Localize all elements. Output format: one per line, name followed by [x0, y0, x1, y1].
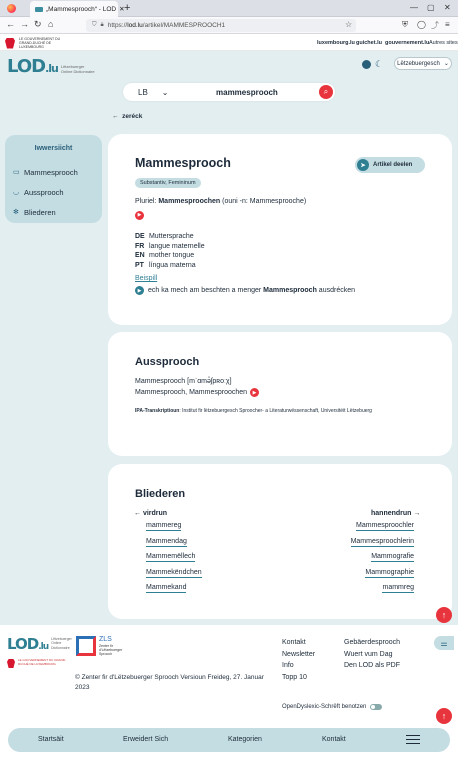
sidebar-item-label: Mammesprooch — [24, 167, 78, 177]
list-item[interactable]: Mammesproochler — [356, 522, 414, 529]
government-name: LE GOUVERNEMENT DU GRAND-DUCHÉ DE LUXEMBOURG — [18, 658, 66, 666]
chevron-down-icon: ⌄ — [443, 61, 449, 67]
sidebar-title: Iwwersiicht — [34, 145, 73, 152]
list-item[interactable]: Mammografie — [371, 553, 414, 560]
footer-link-info[interactable]: Info — [282, 662, 294, 669]
plural-line: Pluriel: Mammesproochen (ouni -n: Mammesprooche) — [135, 198, 307, 205]
pronunciation-audio-icon[interactable]: ▶ — [250, 388, 259, 397]
sidebar-item-bliederen[interactable] — [13, 202, 102, 222]
scroll-to-top-button[interactable] — [436, 708, 452, 724]
sidebar-item-label: Bliederen — [24, 207, 56, 217]
list-item[interactable]: Mammesproochlerin — [350, 537, 414, 545]
play-icon: ▶ — [135, 211, 144, 220]
search-button[interactable] — [319, 85, 333, 99]
plural-audio-button[interactable] — [135, 209, 144, 220]
arrow-left-icon: ← — [112, 113, 119, 120]
gov-link-luxembourg[interactable]: luxembourg.lu — [317, 40, 355, 46]
example-audio-icon[interactable]: ▶ — [135, 286, 144, 295]
footer-link-newsletter[interactable]: Newsletter — [282, 650, 316, 658]
reload-icon[interactable]: ↻ — [34, 19, 42, 29]
extensions-icon[interactable]: ⤴ — [431, 21, 439, 30]
share-article-button[interactable] — [355, 157, 425, 173]
url-field[interactable] — [86, 19, 356, 32]
lock-icon: 🔒︎ — [100, 22, 104, 28]
translation-pt: PT língua materna — [135, 262, 196, 270]
arrow-up-icon: ↑ — [441, 610, 447, 620]
logo-subtitle: Lëtzebuerger Online Dictionnaire — [51, 636, 72, 650]
search-language-select[interactable] — [138, 88, 198, 97]
lod-logo[interactable] — [7, 56, 95, 77]
list-item[interactable]: Mammographie — [365, 568, 414, 576]
search-language-value: LB — [138, 87, 148, 97]
nav-erweidert-sich[interactable]: Erweidert Sich — [123, 736, 169, 743]
maximize-icon[interactable]: ▢ — [427, 3, 435, 12]
sidebar-item-label: Aussprooch — [24, 187, 64, 197]
bookmark-star-icon[interactable]: ☆ — [345, 20, 353, 29]
lips-icon: ◡ — [13, 189, 20, 196]
previous-label: ← virdrun — [134, 510, 168, 517]
lion-crest-icon — [5, 38, 15, 49]
zls-mark-icon — [76, 636, 96, 656]
zls-logo[interactable] — [76, 636, 129, 656]
arrow-right-icon: → — [413, 510, 421, 517]
share-label: Artikel deelen — [373, 162, 413, 168]
forms-line: Mammesprooch, Mammesproochen ▶ — [135, 388, 259, 397]
government-logo[interactable] — [5, 37, 74, 49]
translations-list — [135, 232, 205, 271]
list-item[interactable]: Mammemëllech — [146, 553, 196, 560]
footer-link-topp10[interactable]: Topp 10 — [282, 673, 307, 681]
back-label: zeréck — [122, 113, 143, 120]
footer-gov-logo[interactable] — [7, 659, 70, 668]
logo-text: LOD.lu — [7, 56, 58, 77]
chevron-down-icon: ⌄ — [161, 87, 169, 97]
logo-subtitle: Lëtzebuerger Online Dictionnaire — [60, 64, 95, 74]
settings-tab-button[interactable] — [434, 636, 454, 650]
tab-close-icon[interactable]: ✕ — [119, 6, 125, 13]
nav-startsait[interactable]: Startsäit — [38, 736, 64, 743]
dyslexic-font-toggle[interactable] — [282, 704, 382, 710]
translation-fr: FR langue maternelle — [135, 242, 205, 250]
browse-icon: ✻ — [13, 209, 19, 216]
next-list — [330, 522, 414, 593]
shield-icon: ⛉ — [92, 22, 97, 28]
tab-title: „Mammesprooch“ - LOD — [46, 5, 117, 13]
sidebar-item-mammesprooch[interactable] — [13, 162, 102, 182]
hamburger-menu-icon[interactable] — [406, 735, 420, 744]
nav-kategorien[interactable]: Kategorien — [228, 736, 262, 743]
pronunciation-title: Aussprooch — [135, 356, 200, 368]
back-arrow-icon[interactable]: ← — [6, 19, 15, 29]
language-select[interactable] — [394, 57, 452, 70]
list-item[interactable]: Mammendag — [146, 537, 187, 545]
account-icon[interactable]: ◯ — [417, 20, 426, 29]
share-icon: ➤ — [357, 159, 369, 171]
browse-title: Bliederen — [135, 488, 186, 500]
lion-crest-icon — [7, 659, 15, 668]
example-label[interactable]: Beispill — [135, 275, 158, 282]
url-text: https://lod.lu/artikel/MAMMESPROOCH1 — [107, 22, 226, 29]
tab-favicon-icon — [35, 7, 43, 12]
new-tab-icon[interactable]: + — [124, 2, 131, 14]
entry-headword: Mammesprooch — [135, 156, 231, 170]
browser-tab[interactable] — [30, 1, 125, 17]
footer-link-kontakt[interactable]: Kontakt — [282, 639, 306, 646]
sliders-icon: ⚌ — [440, 638, 448, 648]
minimize-icon[interactable]: — — [410, 3, 418, 12]
list-item[interactable]: mammreg — [382, 584, 414, 591]
gov-link-autres[interactable]: Autres sites — [429, 40, 458, 46]
search-icon: ⌕ — [323, 87, 329, 96]
zls-text: ZLS Zenter fir d'Lëtzebuerger Sprooch — [99, 636, 123, 656]
bottom-navigation — [8, 728, 450, 752]
translation-en: EN mother tongue — [135, 252, 195, 260]
translation-de: DE Muttersprache — [135, 233, 194, 240]
search-bar[interactable] — [123, 83, 335, 101]
part-of-speech-badge: Substantiv, Femininum — [135, 178, 201, 188]
moon-icon[interactable]: ☾ — [375, 59, 384, 69]
ipa-line: Mammesprooch [mˈɑmə̆ʃpʀoːχ] — [135, 378, 232, 385]
previous-list — [146, 522, 202, 593]
gov-link-gouvernement[interactable]: gouvernement.lu — [385, 40, 430, 46]
search-input[interactable]: mammesprooch — [216, 87, 278, 97]
dyslexic-label: OpenDyslexic-Schrëft benotzen — [282, 704, 367, 710]
arrow-left-icon: ← — [134, 510, 141, 517]
copyright-text: © Zenter fir d'Lëtzebuerger Sprooch Versioun Freideg, 27. Januar 2023 — [75, 674, 264, 691]
close-window-icon[interactable]: ✕ — [444, 3, 451, 12]
footer-links-col1 — [282, 639, 315, 681]
firefox-icon[interactable] — [7, 4, 16, 13]
footer-link-wuert-vum-dag[interactable]: Wuert vum Dag — [344, 650, 393, 658]
back-link[interactable] — [112, 113, 142, 120]
theme-toggle[interactable] — [362, 59, 383, 70]
example-line: ▶ ech ka mech am beschten a menger Mammesprooch ausdrécken — [135, 286, 355, 295]
logo-text: LOD.lu — [7, 635, 49, 653]
footer-lod-logo[interactable] — [7, 635, 79, 653]
next-label: hannendrun → — [371, 510, 421, 517]
scroll-to-top-button[interactable] — [436, 607, 452, 623]
ipa-source: IPA-Transkriptioun: Institut fir lëtzebuergesch Sproocher- a Literaturwëssenschaft, Universitéit Lëtzebuerg — [135, 408, 372, 414]
arrow-up-icon: ↑ — [441, 711, 447, 721]
app-menu-icon[interactable]: ≡ — [445, 20, 450, 29]
home-icon[interactable]: ⌂ — [48, 19, 54, 29]
sidebar-item-aussprooch[interactable] — [13, 182, 102, 202]
light-theme-icon[interactable] — [362, 60, 371, 69]
forward-arrow-icon[interactable]: → — [20, 19, 29, 29]
speech-bubble-icon: ▭ — [13, 169, 20, 176]
footer-links-col2 — [344, 639, 400, 669]
list-item[interactable]: Mammekëndchen — [146, 568, 202, 576]
language-value: Lëtzebuergesch — [397, 60, 440, 67]
overview-sidebar — [5, 135, 102, 223]
list-item[interactable]: mammereg — [146, 522, 182, 529]
pocket-icon[interactable]: ⛨ — [402, 20, 408, 29]
nav-kontakt[interactable]: Kontakt — [322, 736, 346, 743]
government-name: LE GOUVERNEMENT DU GRAND-DUCHÉ DE LUXEMBOURG — [19, 37, 61, 49]
gov-link-guichet[interactable]: guichet.lu — [356, 40, 382, 46]
list-item[interactable]: Mammekand — [146, 584, 187, 591]
toggle-switch[interactable] — [370, 704, 382, 710]
footer-link-gebaerdesprooch[interactable]: Gebäerdesprooch — [344, 639, 401, 646]
footer-link-pdf[interactable]: Den LOD als PDF — [344, 662, 401, 669]
